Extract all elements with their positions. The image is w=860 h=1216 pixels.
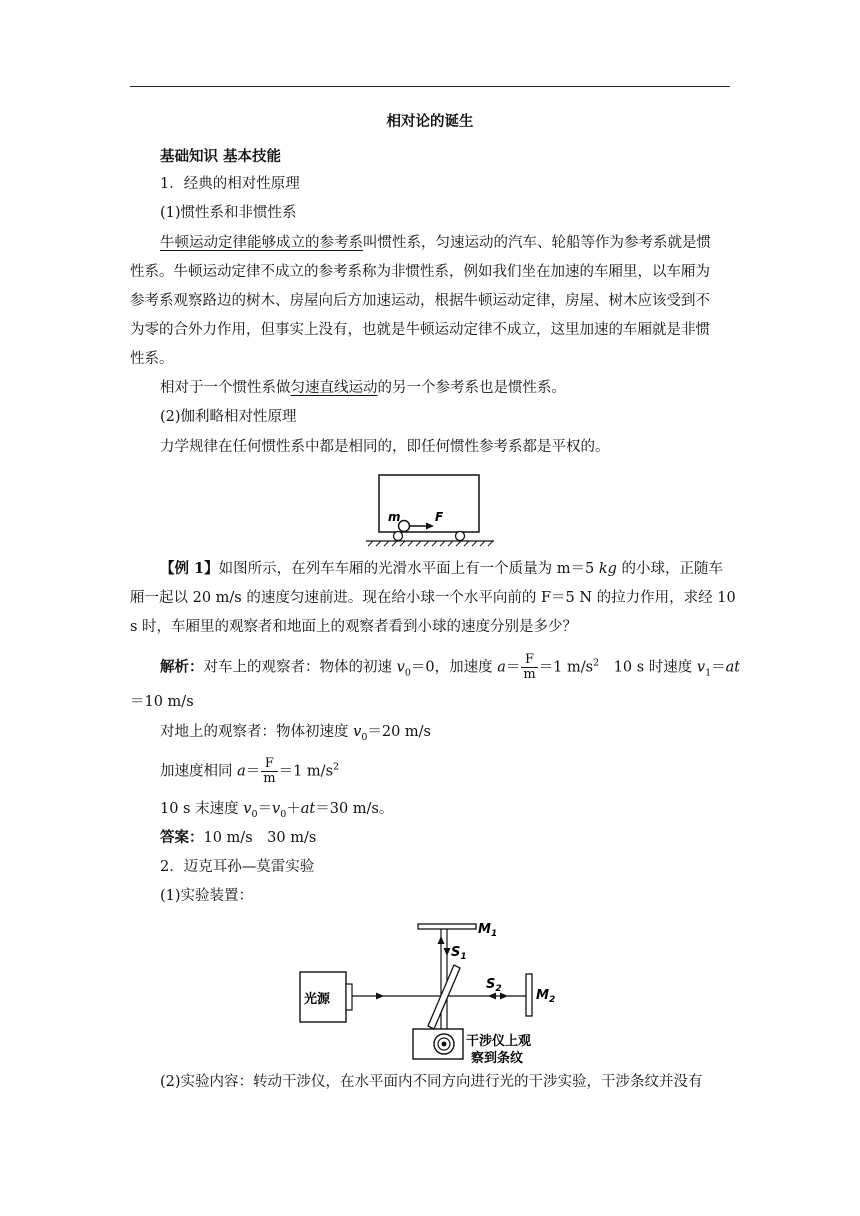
section-header: 基础知识 基本技能 [160, 148, 282, 165]
paragraph-inertial-line2: 性系。牛顿运动定律不成立的参考系称为非惯性系，例如我们坐在加速的车厢里，以车厢为 [130, 264, 710, 280]
mirror-m1 [418, 924, 476, 929]
header-rule [130, 86, 730, 87]
solution-line5: 10 s 末速度 $v_0=v_0+at=30$ m/s。 [160, 801, 394, 820]
document-title: 相对论的诞生 [386, 113, 474, 130]
railcar-figure [360, 470, 500, 550]
detector-caption-line1: 干涉仪上观 [466, 1034, 532, 1049]
mirror-m2 [526, 974, 532, 1016]
example-tag: 【例 1】 [160, 560, 219, 577]
path-s2-label: $S_2$ [486, 977, 502, 994]
light-source-label: 光源 [304, 992, 331, 1007]
answer-line: 答案：10 m/s 30 m/s [160, 829, 317, 846]
beam-arrow-down [444, 948, 451, 956]
underlined-term: 牛顿运动定律能够成立的参考系 [160, 235, 363, 251]
experiment-content-line: (2)实验内容：转动干涉仪，在水平面内不同方向进行光的干涉实验，干涉条纹并没有 [160, 1074, 703, 1090]
wheel-left [394, 532, 403, 541]
wheel-right [456, 532, 465, 541]
fraction-f-over-m: $\frac{F}{m}$ [523, 652, 536, 682]
heading-michelson-morley: 2．迈克耳孙—莫雷实验 [160, 859, 315, 875]
paragraph-inertial-line4: 为零的合外力作用，但事实上没有，也就是牛顿运动定律不成立，这里加速的车厢就是非惯 [130, 322, 710, 338]
answer-label: 答案： [160, 829, 204, 846]
solution-line1: 解析：对车上的观察者：物体的初速 $v_0=0$，加速度 a＝ $\frac{F}{m}$ ＝1 $m/s^2$ 10 s 时速度 $v_1=at$ [160, 652, 741, 682]
example-line2: 厢一起以 20 m/s 的速度匀速前进。现在给小球一个水平向前的 F＝5 N 的拉力作用，求经 10 [130, 590, 736, 606]
mass-label: m [388, 510, 401, 524]
beam-arrow-in [376, 993, 384, 1000]
paragraph-inertial-line1: 牛顿运动定律能够成立的参考系叫惯性系，匀速运动的汽车、轮船等作为参考系就是惯 [160, 235, 711, 251]
example-line1: 【例 1】如图所示，在列车车厢的光滑水平面上有一个质量为 m＝5 kg 的小球，正随车 [160, 560, 724, 577]
example-line3: s 时，车厢里的观察者和地面上的观察者看到小球的速度分别是多少？ [130, 619, 578, 635]
paragraph-inertial-line5: 性系。 [130, 351, 174, 367]
subheading-inertial-frames: (1)惯性系和非惯性系 [160, 205, 297, 221]
mirror-m2-label: $M_2$ [536, 988, 556, 1005]
beam-arrow-up [438, 936, 445, 944]
paragraph-galilean: 力学规律在任何惯性系中都是相同的，即任何惯性参考系都是平权的。 [160, 439, 610, 455]
subheading-apparatus: (1)实验装置： [160, 888, 254, 904]
paragraph-inertial-line3: 参考系观察路边的树木、房屋向后方加速运动，根据牛顿运动定律，房屋、树木应该受到不 [130, 293, 710, 309]
paragraph-relative-inertial: 相对于一个惯性系做匀速直线运动的另一个参考系也是惯性系。 [160, 380, 566, 396]
solution-line4: 加速度相同 a＝ $\frac{F}{m}$ ＝1 $m/s^2$ [160, 756, 340, 786]
subheading-galilean-relativity: (2)伽利略相对性原理 [160, 409, 297, 425]
heading-classical-relativity: 1．经典的相对性原理 [160, 176, 300, 192]
solution-line2: ＝10 m/s [130, 694, 194, 710]
path-s1-label: $S_1$ [451, 945, 467, 962]
mirror-m1-label: $M_1$ [478, 922, 498, 939]
solution-line3: 对地上的观察者：物体初速度 $v_0=20$ m/s [160, 724, 431, 743]
force-arrowhead [426, 523, 434, 530]
interferometer-figure [296, 914, 566, 1066]
fraction-f-over-m: $\frac{F}{m}$ [263, 756, 276, 786]
detector-lens-center [442, 1042, 447, 1047]
ground-hatching [368, 541, 493, 546]
underlined-term: 匀速直线运动 [290, 380, 378, 396]
source-aperture [346, 984, 352, 1010]
force-label: F [435, 510, 444, 524]
beam-splitter [428, 965, 460, 1029]
detector-caption-line2: 察到条纹 [471, 1051, 524, 1066]
solution-label: 解析： [160, 658, 204, 676]
